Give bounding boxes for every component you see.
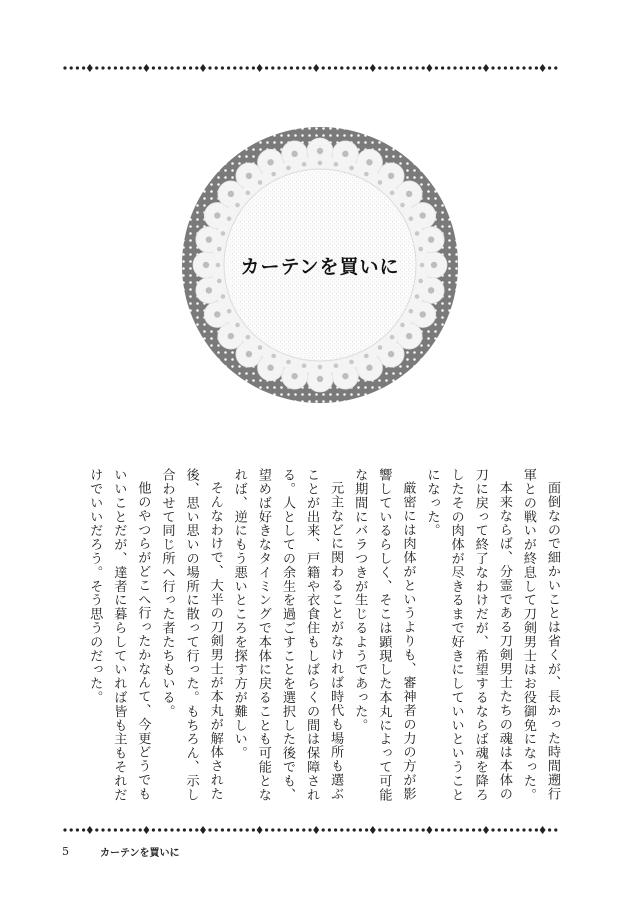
bottom-ornamental-rule: [62, 823, 560, 837]
page-number: 5: [62, 844, 69, 858]
body-paragraph: 元主などに関わることがなければ時代も場所も選ぶことが出来、戸籍や衣食住もしばらくの間は保障される。人としての余生を過ごすことを選択した後でも、望めば好きなタイミングで本体に戻ることも可能となれば、逆にもう悪いところを探す方が難しい。: [231, 468, 344, 802]
body-paragraph: 面倒なので細かいことは省くが、長かった時間遡行軍との戦いが終息して刀剣男士はお役御免になった。: [520, 468, 560, 802]
body-text: [87, 468, 564, 814]
ornamental-rule-graphic: [62, 61, 560, 75]
running-title: カーテンを買いに: [100, 847, 180, 859]
chapter-title: カーテンを買いに: [240, 256, 400, 278]
body-paragraph: 他のやつらがどこへ行ったかなんて、今更どうでもいいことだが、達者に暮らしていれば皆も主もそれだけでいいだろう。そう思うのだった。: [87, 468, 151, 802]
body-paragraph: 本来ならば、分霊である刀剣男士たちの魂は本体の刀に戻って終了なわけだが、希望するならば魂を降ろしたその肉体が尽きるまで好きにしていいということになった。: [424, 468, 512, 802]
page-footer: [62, 841, 180, 861]
body-paragraph: そんなわけで、大半の刀剣男士が本丸が解体された後、思い思いの場所に散って行った。もちろん、示し合わせて同じ所へ行った者たちもいる。: [159, 468, 223, 802]
ornamental-rule-graphic: [62, 823, 560, 837]
top-ornamental-rule: [62, 61, 560, 75]
body-paragraph: 厳密には肉体がというよりも、審神者の力の方が影響しているらしく、そこは顕現した本丸によって可能な期間にバラつきが生じるようであった。: [352, 468, 416, 802]
